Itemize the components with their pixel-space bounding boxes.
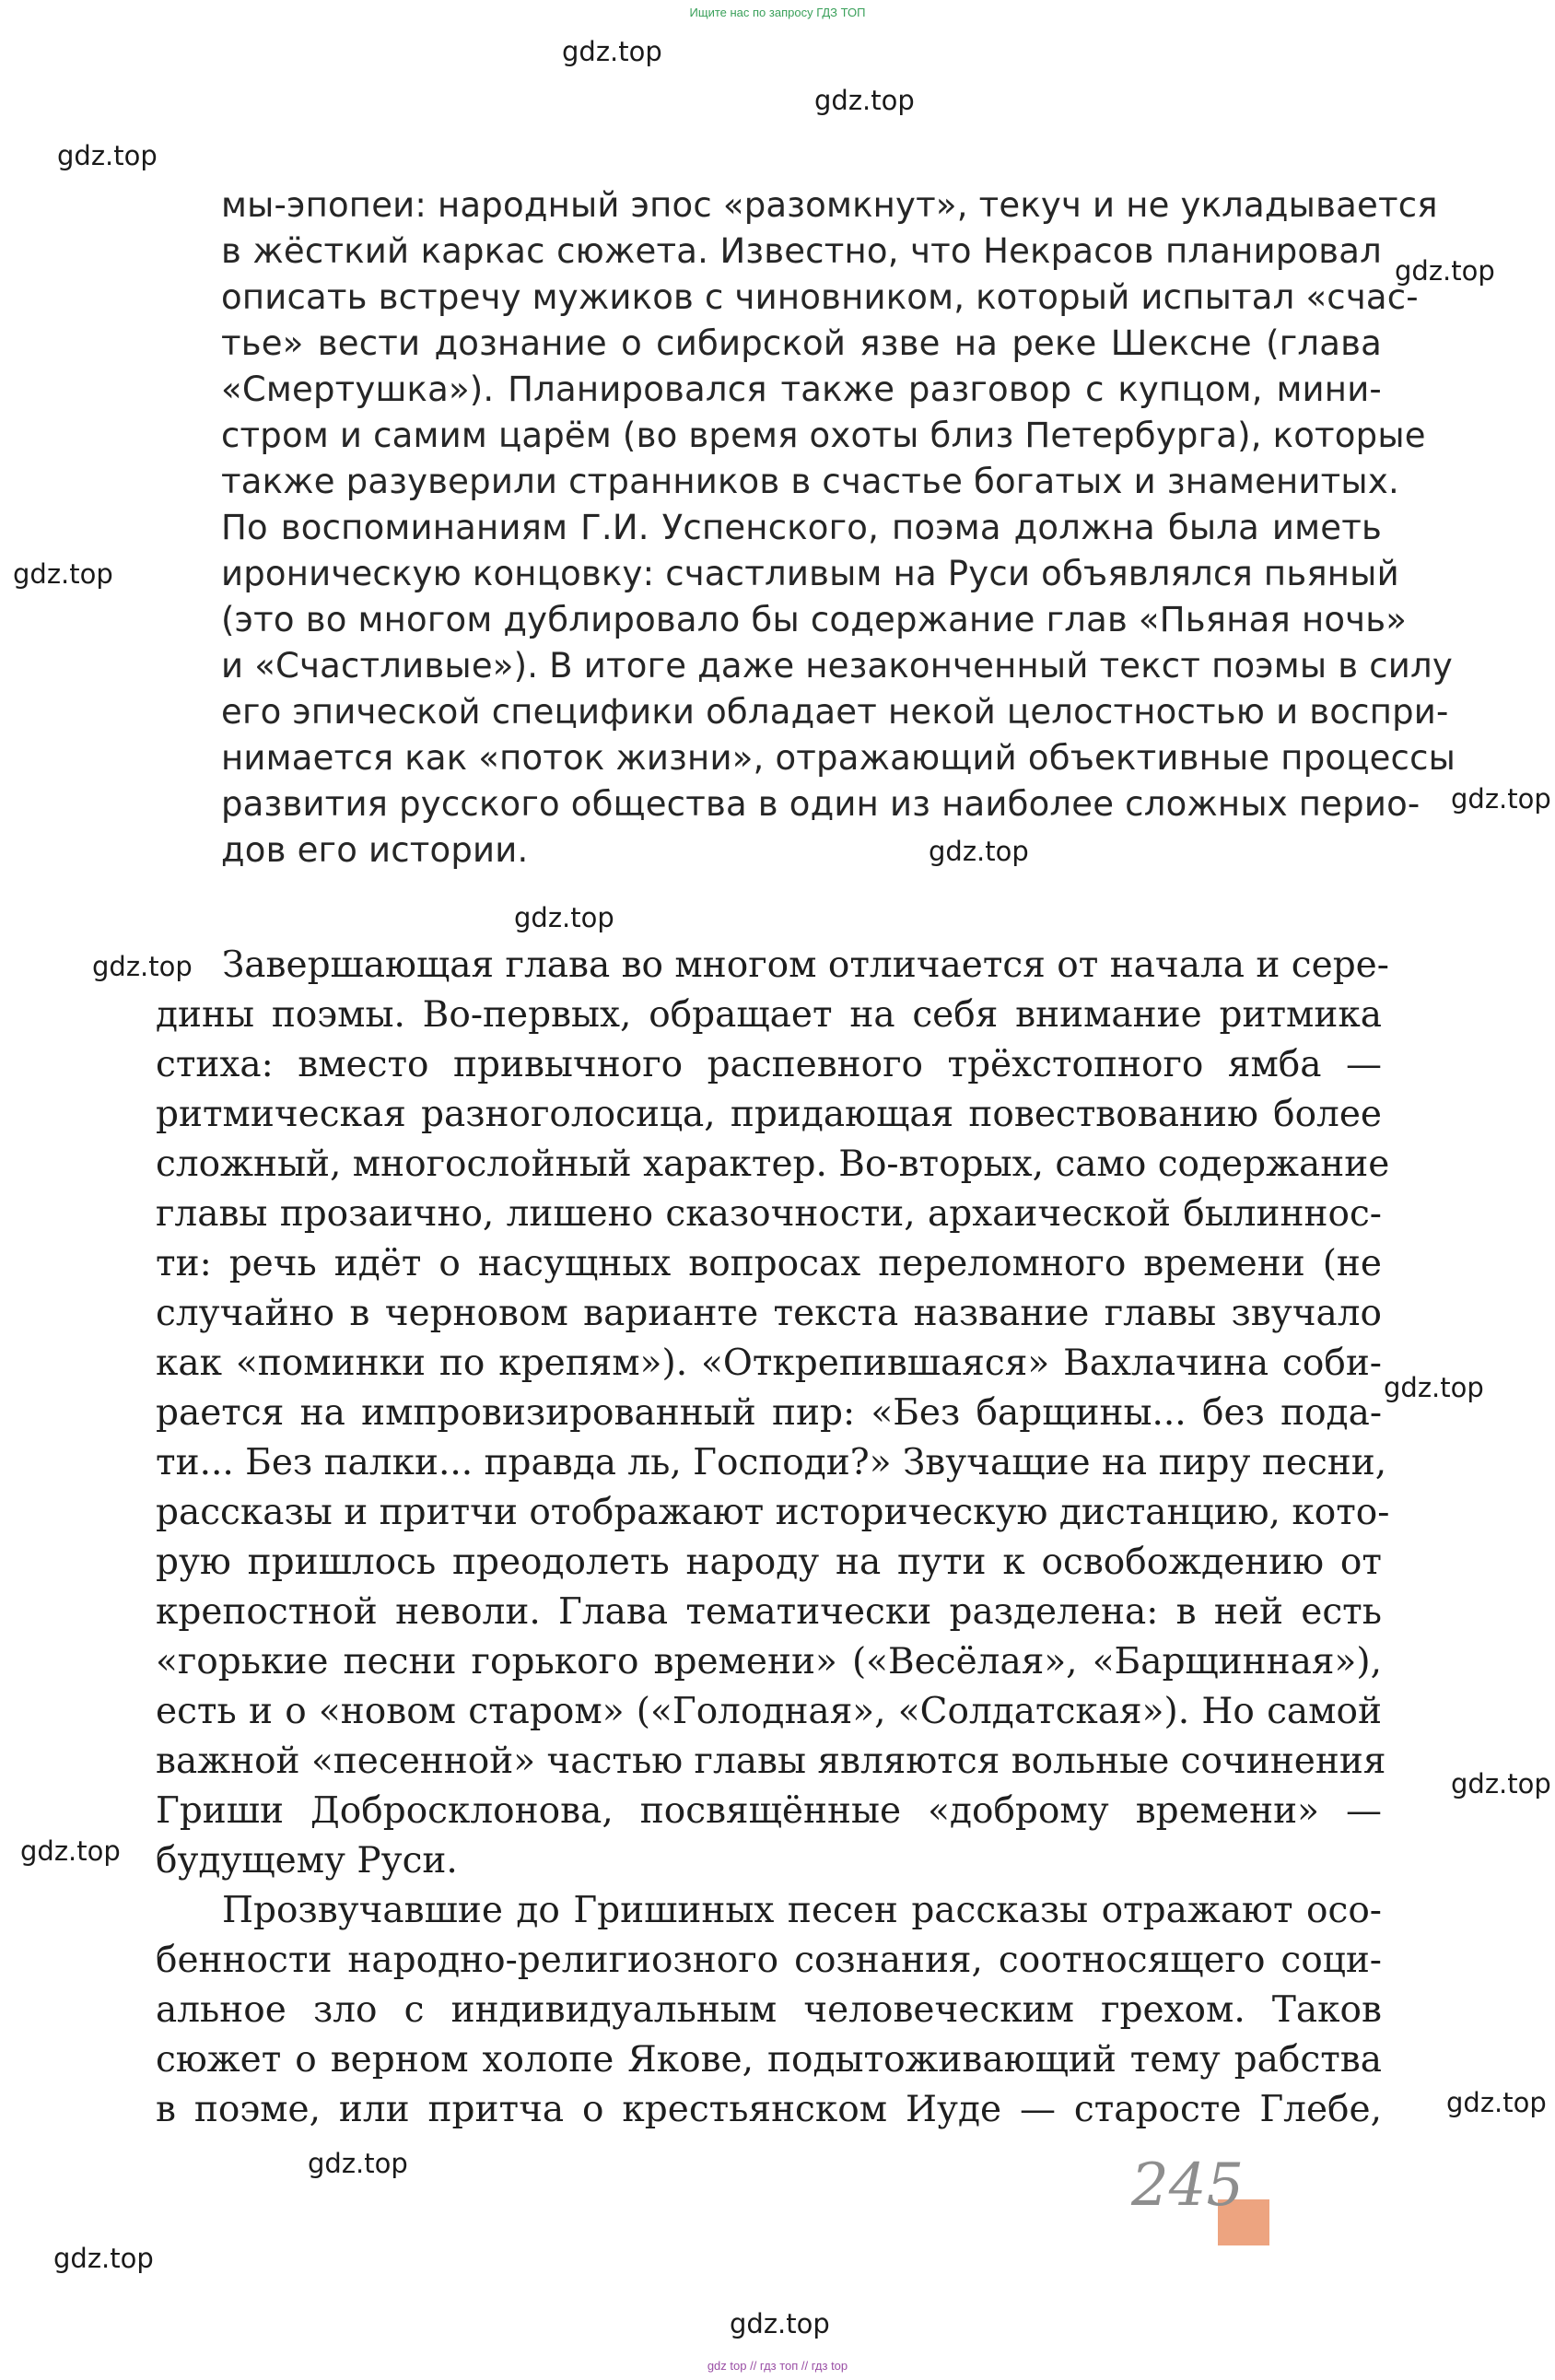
watermark: gdz.top [57,140,158,171]
watermark: gdz.top [1446,2087,1547,2118]
text-line: Гриши Добросклонова, посвящённые «доброму времени» — [156,1790,1382,1832]
text-line: стром и самим царём (во время охоты близ Петербурга), которые [221,416,1426,455]
watermark: gdz.top [562,36,662,67]
text-line: мы-эпопеи: народный эпос «разомкнут», текуч и не укладывается [221,185,1438,225]
watermark: gdz.top [13,558,113,590]
text-line: важной «песенной» частью главы являются вольные сочинения [156,1741,1386,1782]
watermark: gdz.top [1451,1768,1551,1800]
watermark: gdz.top [929,836,1029,867]
text-line: ти... Без палки... правда ль, Господи?» Звучащие на пиру песни, [156,1442,1387,1483]
text-line: нимается как «поток жизни», отражающий объективные процессы [221,738,1456,778]
watermark: gdz.top [20,1835,121,1867]
text-line: (это во многом дублировало бы содержание глав «Пьяная ночь» [221,600,1408,639]
text-line: По воспоминаниям Г.И. Успенского, поэма должна была иметь [221,508,1382,547]
watermark: gdz.top [730,2308,830,2339]
text-line: рассказы и притчи отображают историческую дистанцию, кото- [156,1492,1390,1533]
watermark: gdz.top [1451,783,1551,815]
text-line: «Смертушка»). Планировался также разговор с купцом, мини- [221,369,1382,409]
text-line: сюжет о верном холопе Якове, подытоживающий тему рабства [156,2039,1382,2081]
text-line: в поэме, или притча о крестьянском Иуде — старосте Глебе, [156,2089,1382,2130]
top-note: Ищите нас по запросу ГДЗ ТОП [689,6,866,19]
text-line: рается на импровизированный пир: «Без барщины... без пода- [156,1392,1382,1434]
body-paragraph-1 [156,941,1390,1886]
text-line: будущему Руси. [156,1840,458,1882]
text-line: дов его истории. [221,830,529,870]
bottom-note: gdz top // гдз топ // гдз top [707,2359,848,2373]
watermark: gdz.top [1395,255,1495,287]
text-line: главы прозаично, лишено сказочности, архаической былиннос- [156,1193,1382,1235]
watermark: gdz.top [814,85,915,116]
text-line: ритмическая разноголосица, придающая повествованию более [156,1094,1382,1135]
text-line: описать встречу мужиков с чиновником, который испытал «счас- [221,277,1419,317]
watermark: gdz.top [53,2243,154,2274]
text-line: в жёсткий каркас сюжета. Известно, что Некрасов планировал [221,231,1382,271]
text-line: и «Счастливые»). В итоге даже незаконченный текст поэмы в силу [221,646,1453,686]
text-line: случайно в черновом варианте текста название главы звучало [156,1293,1382,1334]
text-line: развития русского общества в один из наиболее сложных перио- [221,784,1421,824]
text-line: крепостной неволи. Глава тематически разделена: в ней есть [156,1591,1382,1633]
watermark: gdz.top [308,2148,408,2179]
text-line: стиха: вместо привычного распевного трёхстопного ямба — [156,1044,1382,1085]
body-paragraph-2 [156,1886,1382,2135]
text-line: также разуверили странников в счастье богатых и знаменитых. [221,462,1399,501]
text-line: рую пришлось преодолеть народу на пути к освобождению от [156,1542,1382,1583]
text-line: как «поминки по крепям»). «Открепившаяся» Вахлачина соби- [156,1342,1382,1384]
text-line: тье» вести дознание о сибирской язве на реке Шексне (глава [221,323,1382,363]
text-line: сложный, многослойный характер. Во-вторых, само содержание [156,1143,1390,1185]
text-line: дины поэмы. Во-первых, обращает на себя внимание ритмика [156,994,1382,1036]
text-line: Завершающая глава во многом отличается от начала и сере- [222,944,1389,986]
text-line: его эпической специфики обладает некой целостностью и воспри- [221,692,1449,732]
page-number: 245 [1131,2151,1245,2220]
text-line: ти: речь идёт о насущных вопросах переломного времени (не [156,1243,1382,1284]
watermark: gdz.top [92,951,193,982]
text-line: бенности народно-религиозного сознания, соотносящего соци- [156,1940,1382,1981]
text-line: альное зло с индивидуальным человеческим грехом. Таков [156,1989,1382,2031]
watermark: gdz.top [514,902,614,933]
text-line: есть и о «новом старом» («Голодная», «Солдатская»). Но самой [156,1691,1382,1732]
watermark: gdz.top [1384,1372,1484,1403]
text-line: «горькие песни горького времени» («Весёлая», «Барщинная»), [156,1641,1382,1682]
text-line: Прозвучавшие до Гришиных песен рассказы отражают осо- [222,1890,1382,1931]
text-line: ироническую концовку: счастливым на Руси объявлялся пьяный [221,554,1399,593]
